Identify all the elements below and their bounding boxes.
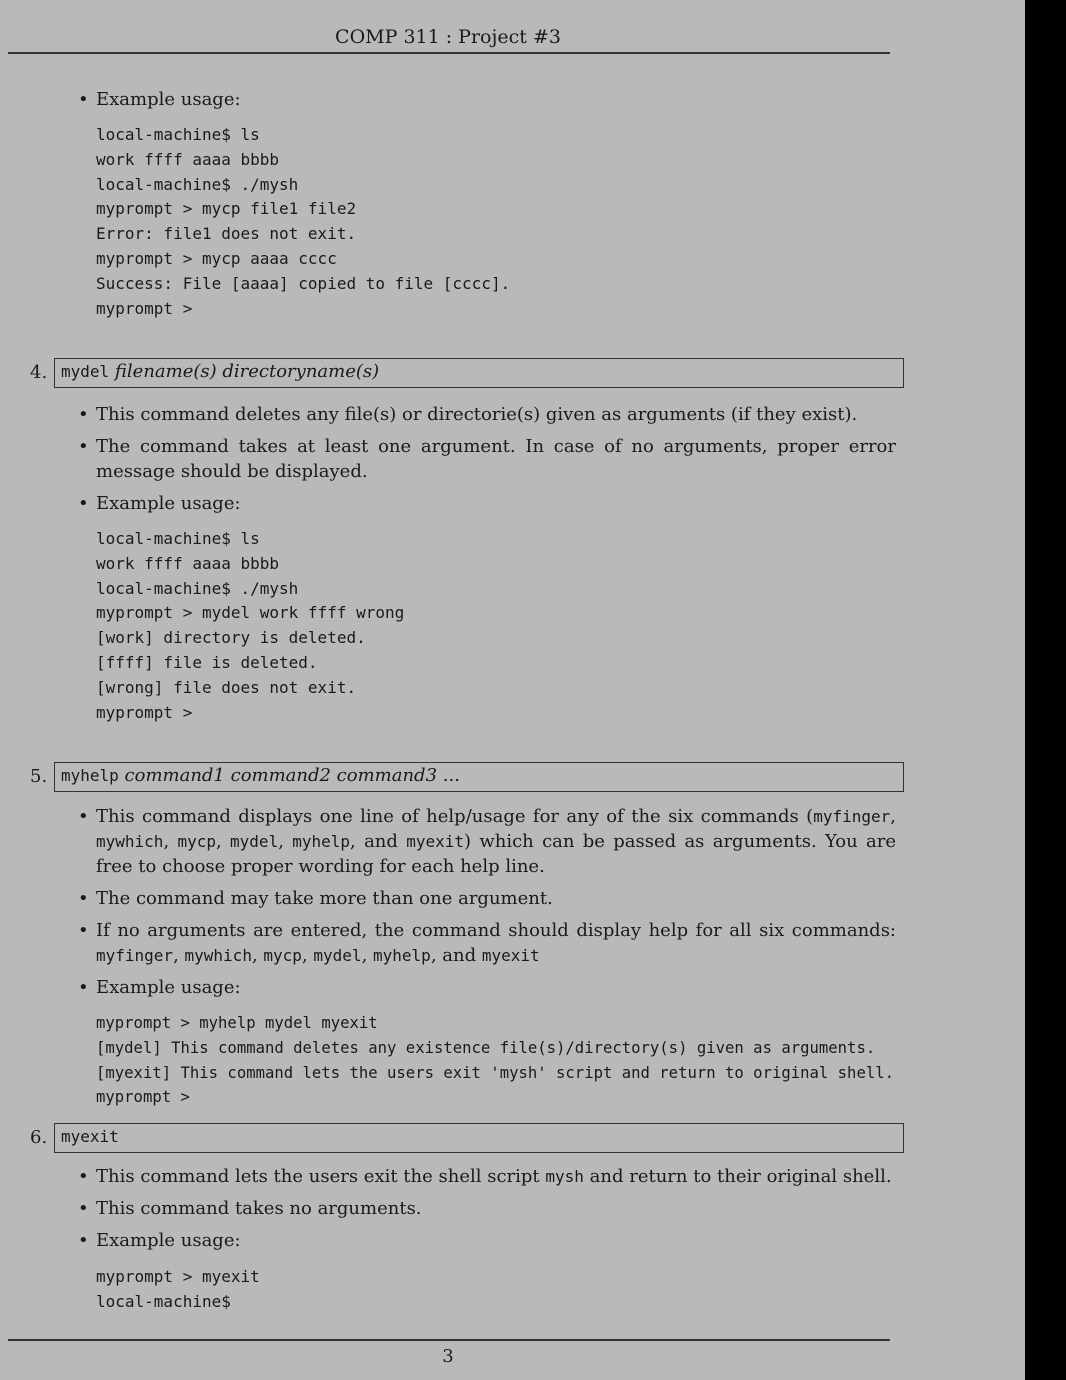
- command-name: myexit: [61, 1127, 119, 1146]
- header-rule: [8, 52, 890, 54]
- right-border: [1025, 0, 1066, 1380]
- page-header: COMP 311 : Project #3: [335, 26, 561, 48]
- command-args: filename(s) directoryname(s): [114, 361, 380, 382]
- command-box-mydel: [54, 358, 904, 388]
- section-number: 6.: [30, 1127, 48, 1148]
- code-block-myhelp-example: myprompt > myhelp mydel myexit [mydel] This command deletes any existence file(s)/directory(s) given as arguments. [myexit] This command lets the users exit 'mysh' script and return to original shell. myprompt >: [96, 1014, 894, 1107]
- command-box-myexit: [54, 1123, 904, 1153]
- code-block-myexit-example: myprompt > myexit local-machine$: [96, 1267, 260, 1311]
- footer-rule: [8, 1339, 890, 1341]
- command-box-myhelp: [54, 762, 904, 792]
- code-block-mydel-example: local-machine$ ls work ffff aaaa bbbb local-machine$ ./mysh myprompt > mydel work ffff wrong [work] directory is deleted. [ffff] file is deleted. [wrong] file does not exit. myprompt >: [96, 529, 405, 722]
- page-number: 3: [442, 1346, 454, 1367]
- command-name: mydel: [61, 362, 110, 381]
- section-number: 4.: [30, 362, 48, 383]
- section-number: 5.: [30, 766, 48, 787]
- command-name: myhelp: [61, 766, 119, 785]
- code-block-mycp-example: local-machine$ ls work ffff aaaa bbbb local-machine$ ./mysh myprompt > mycp file1 file2 Error: file1 does not exit. myprompt > mycp aaaa cccc Success: File [aaaa] copied to file [cccc]. myprompt >: [96, 125, 511, 318]
- command-args: command1 command2 command3 ...: [124, 765, 460, 786]
